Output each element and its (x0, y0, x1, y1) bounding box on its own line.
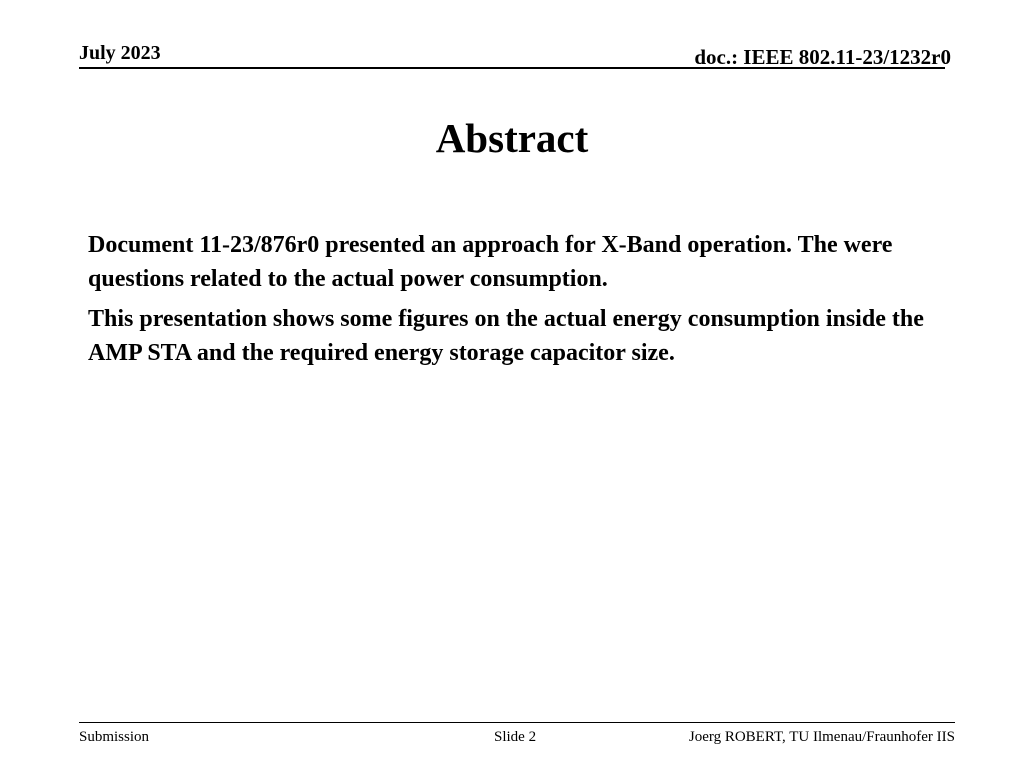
footer-author: Joerg ROBERT, TU Ilmenau/Fraunhofer IIS (688, 729, 955, 745)
abstract-body (88, 228, 968, 376)
header-divider (79, 67, 945, 69)
header-date: July 2023 (79, 42, 161, 64)
slide-title: Abstract (435, 115, 589, 161)
abstract-paragraph-1: Document 11-23/876r0 presented an approach for X-Band operation. The were questions related to the actual power consumption. (88, 232, 893, 292)
footer-slide-number: Slide 2 (494, 729, 537, 745)
footer-divider (79, 722, 955, 723)
footer-submission: Submission (79, 729, 150, 745)
header-doc-id: doc.: IEEE 802.11-23/1232r0 (694, 45, 951, 69)
abstract-paragraph-2: This presentation shows some figures on the actual energy consumption inside the AMP STA and the required energy storage capacitor size. (88, 306, 924, 366)
